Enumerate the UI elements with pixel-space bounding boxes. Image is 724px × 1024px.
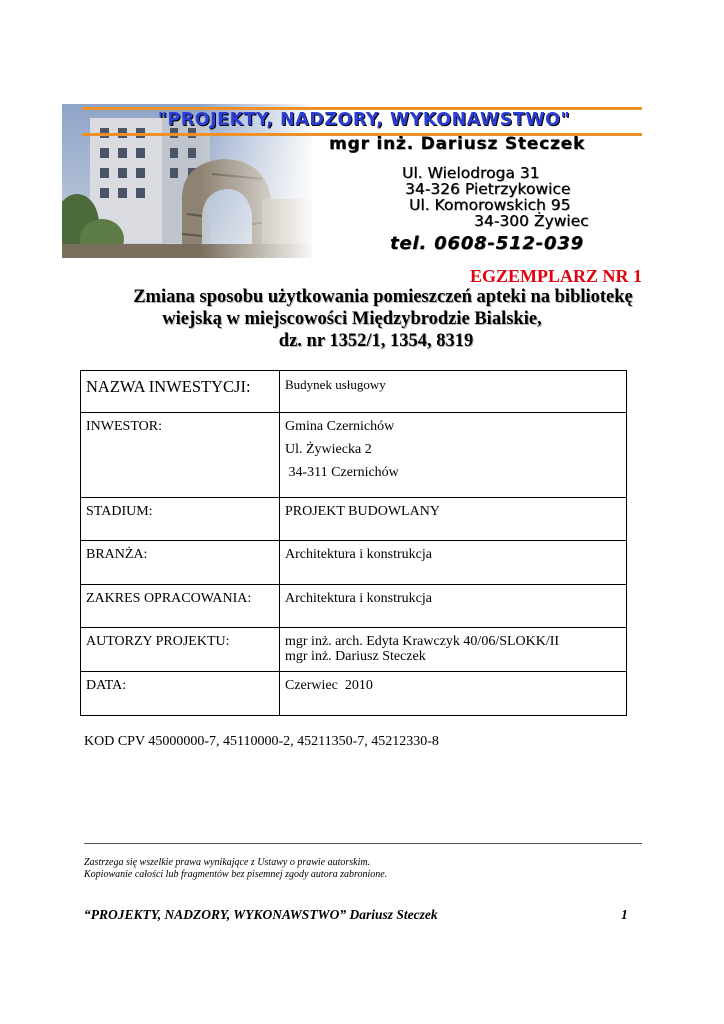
footer-divider: [84, 843, 642, 844]
cpv-codes: KOD CPV 45000000-7, 45110000-2, 45211350-7, 45212330-8: [84, 734, 439, 749]
copy-number-label: EGZEMPLARZ NR 1: [469, 266, 642, 286]
copyright-notice: Kopiowanie całości lub fragmentów bez pisemnej zgody autora zabronione.: [84, 869, 388, 880]
table-row: [81, 413, 627, 498]
table-row: [81, 628, 627, 672]
row-value: PROJEKT BUDOWLANY: [280, 498, 627, 541]
investor-city: 34-311 Czernichów: [285, 465, 399, 480]
row-value: Czerwiec 2010: [280, 672, 627, 716]
row-label: NAZWA INWESTYCJI:: [81, 371, 280, 413]
row-label: BRANŻA:: [81, 541, 280, 585]
row-value: Architektura i konstrukcja: [280, 541, 627, 585]
table-row: [81, 672, 627, 716]
footer-firm: “PROJEKTY, NADZORY, WYKONAWSTWO” Dariusz Steczek: [84, 907, 438, 922]
table-row: [81, 498, 627, 541]
row-value: [280, 413, 627, 498]
project-info-table: [80, 370, 627, 716]
row-value: [280, 628, 627, 672]
project-title-line: dz. nr 1352/1, 1354, 8319: [278, 331, 474, 351]
banner-author: mgr inż. Dariusz Steczek: [329, 134, 586, 154]
author-engineer: mgr inż. Dariusz Steczek: [285, 649, 426, 664]
project-title-line: wiejską w miejscowości Międzybrodzie Bialskie,: [162, 309, 542, 329]
banner-address-line: Ul. Wielodroga 31: [402, 164, 540, 182]
copyright-notice: Zastrzega się wszelkie prawa wynikające z Ustawy o prawie autorskim.: [84, 857, 371, 868]
banner-phone: tel. 0608-512-039: [390, 233, 584, 254]
banner-address-line: Ul. Komorowskich 95: [409, 196, 571, 214]
firm-name: "PROJEKTY, NADZORY, WYKONAWSTWO": [157, 110, 571, 130]
row-label: AUTORZY PROJEKTU:: [81, 628, 280, 672]
banner-address-line: 34-326 Pietrzykowice: [405, 180, 571, 198]
row-label: DATA:: [81, 672, 280, 716]
investor-street: Ul. Żywiecka 2: [285, 442, 372, 457]
company-banner: [62, 104, 642, 258]
investor-name: Gmina Czernichów: [285, 419, 395, 434]
row-label: INWESTOR:: [81, 413, 280, 498]
table-row: [81, 541, 627, 585]
table-row: [81, 585, 627, 628]
table-row: [81, 371, 627, 413]
banner-address-line: 34-300 Żywiec: [474, 212, 589, 230]
author-architect: mgr inż. arch. Edyta Krawczyk 40/06/SLOKK/II: [285, 634, 560, 649]
row-value: Budynek usługowy: [280, 371, 627, 413]
page-number: 1: [621, 907, 628, 922]
row-label: STADIUM:: [81, 498, 280, 541]
row-label: ZAKRES OPRACOWANIA:: [81, 585, 280, 628]
project-title-line: Zmiana sposobu użytkowania pomieszczeń apteki na bibliotekę: [133, 287, 633, 307]
row-value: Architektura i konstrukcja: [280, 585, 627, 628]
